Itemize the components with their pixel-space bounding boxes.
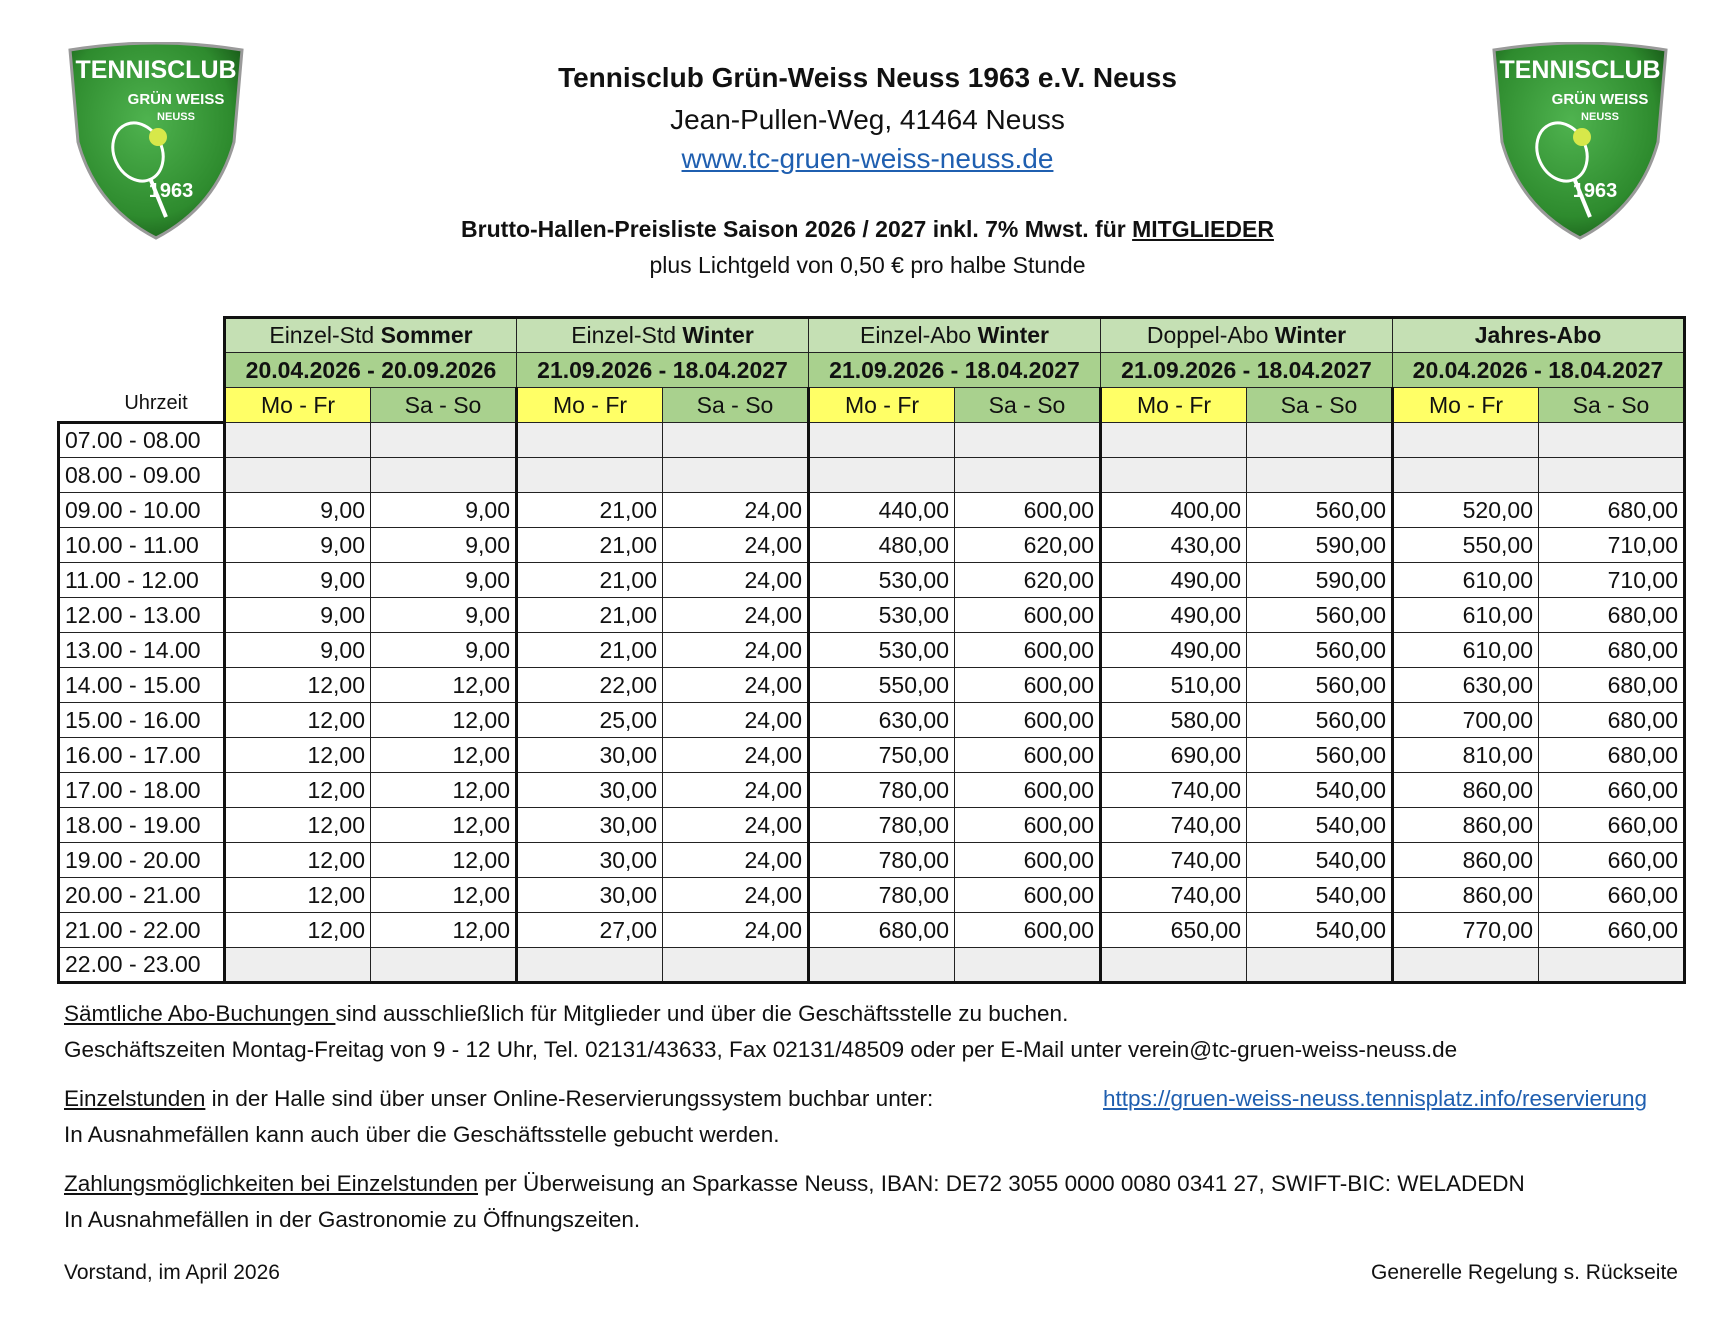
price-cell: 560,00 — [1247, 598, 1393, 633]
table-row — [59, 668, 1685, 703]
weekday-label: Mo - Fr — [517, 388, 663, 423]
group-title-text: Einzel-Abo — [860, 322, 978, 348]
price-cell: 780,00 — [809, 808, 955, 843]
price-cell — [1101, 948, 1247, 983]
price-cell: 480,00 — [809, 528, 955, 563]
price-cell: 12,00 — [371, 913, 517, 948]
price-cell: 530,00 — [809, 563, 955, 598]
time-slot: 20.00 - 21.00 — [59, 878, 225, 913]
group-title-bold: Winter — [1274, 322, 1347, 348]
price-cell: 9,00 — [371, 528, 517, 563]
price-cell: 12,00 — [225, 738, 371, 773]
time-slot: 17.00 - 18.00 — [59, 773, 225, 808]
price-cell: 600,00 — [955, 808, 1101, 843]
price-cell: 600,00 — [955, 703, 1101, 738]
price-cell: 860,00 — [1393, 878, 1539, 913]
time-slot: 11.00 - 12.00 — [59, 563, 225, 598]
price-cell: 12,00 — [225, 808, 371, 843]
price-cell — [1539, 948, 1685, 983]
time-slot: 07.00 - 08.00 — [59, 423, 225, 458]
price-cell: 660,00 — [1539, 843, 1685, 878]
price-cell: 490,00 — [1101, 633, 1247, 668]
time-slot: 14.00 - 15.00 — [59, 668, 225, 703]
price-cell: 560,00 — [1247, 493, 1393, 528]
table-row — [59, 633, 1685, 668]
price-cell: 12,00 — [225, 773, 371, 808]
price-cell: 540,00 — [1247, 808, 1393, 843]
abo-booking-text: sind ausschließlich für Mitglieder und über die Geschäftsstelle zu buchen. — [335, 1001, 1069, 1026]
price-cell: 740,00 — [1101, 773, 1247, 808]
price-cell: 21,00 — [517, 563, 663, 598]
weekend-label: Sa - So — [371, 388, 517, 423]
time-header-cell — [59, 388, 225, 423]
price-cell: 25,00 — [517, 703, 663, 738]
price-cell — [225, 458, 371, 493]
group-title-bold: Winter — [682, 322, 754, 348]
table-row — [59, 773, 1685, 808]
price-cell: 12,00 — [371, 808, 517, 843]
price-cell: 550,00 — [809, 668, 955, 703]
price-cell: 860,00 — [1393, 773, 1539, 808]
price-cell: 620,00 — [955, 563, 1101, 598]
price-cell — [809, 458, 955, 493]
price-cell — [1393, 458, 1539, 493]
price-cell — [663, 948, 809, 983]
price-cell: 12,00 — [225, 668, 371, 703]
table-row — [59, 493, 1685, 528]
price-list-title — [0, 216, 1735, 243]
price-cell: 24,00 — [663, 633, 809, 668]
single-hours-label: Einzelstunden — [64, 1086, 206, 1111]
price-cell: 440,00 — [809, 493, 955, 528]
price-cell: 21,00 — [517, 528, 663, 563]
abo-bookings-label: Sämtliche Abo-Buchungen — [64, 1001, 336, 1026]
time-slot: 21.00 - 22.00 — [59, 913, 225, 948]
price-cell: 24,00 — [663, 493, 809, 528]
price-cell — [371, 458, 517, 493]
price-cell: 30,00 — [517, 738, 663, 773]
price-cell: 690,00 — [1101, 738, 1247, 773]
price-cell: 9,00 — [371, 598, 517, 633]
price-cell: 27,00 — [517, 913, 663, 948]
price-cell: 12,00 — [225, 913, 371, 948]
group-date-range: 20.04.2026 - 18.04.2027 — [1393, 353, 1685, 388]
price-cell: 560,00 — [1247, 703, 1393, 738]
website-link[interactable]: www.tc-gruen-weiss-neuss.de — [681, 143, 1054, 174]
price-cell — [225, 423, 371, 458]
group-date-range: 21.09.2026 - 18.04.2027 — [1101, 353, 1393, 388]
group-title-bold: Jahres-Abo — [1474, 322, 1602, 348]
price-cell: 530,00 — [809, 598, 955, 633]
price-cell: 610,00 — [1393, 633, 1539, 668]
table-row — [59, 738, 1685, 773]
time-slot: 18.00 - 19.00 — [59, 808, 225, 843]
price-cell: 660,00 — [1539, 808, 1685, 843]
table-row — [59, 808, 1685, 843]
price-cell: 540,00 — [1247, 773, 1393, 808]
price-cell: 12,00 — [371, 773, 517, 808]
payment-text: per Überweisung an Sparkasse Neuss, IBAN: DE72 3055 0000 0080 0341 27, SWIFT-BIC: WELADEDN — [478, 1171, 1525, 1196]
svg-text:GRÜN WEISS: GRÜN WEISS — [127, 91, 225, 108]
price-cell: 680,00 — [1539, 668, 1685, 703]
members-label: MITGLIEDER — [1132, 216, 1274, 242]
price-cell: 860,00 — [1393, 808, 1539, 843]
weekday-label: Mo - Fr — [1101, 388, 1247, 423]
price-cell: 30,00 — [517, 773, 663, 808]
price-cell: 24,00 — [663, 913, 809, 948]
price-cell: 590,00 — [1247, 528, 1393, 563]
group-title — [225, 318, 517, 353]
price-cell: 560,00 — [1247, 738, 1393, 773]
price-cell: 12,00 — [225, 703, 371, 738]
time-slot: 13.00 - 14.00 — [59, 633, 225, 668]
svg-text:GRÜN WEISS: GRÜN WEISS — [1551, 91, 1649, 108]
group-title-bold: Sommer — [380, 322, 473, 348]
price-cell: 600,00 — [955, 598, 1101, 633]
price-cell: 400,00 — [1101, 493, 1247, 528]
price-cell: 620,00 — [955, 528, 1101, 563]
price-cell — [1247, 423, 1393, 458]
price-cell — [1539, 423, 1685, 458]
price-cell: 560,00 — [1247, 633, 1393, 668]
price-cell: 12,00 — [225, 878, 371, 913]
price-cell: 710,00 — [1539, 563, 1685, 598]
price-cell: 710,00 — [1539, 528, 1685, 563]
time-slot: 09.00 - 10.00 — [59, 493, 225, 528]
price-cell — [517, 423, 663, 458]
price-cell: 510,00 — [1101, 668, 1247, 703]
price-cell: 24,00 — [663, 598, 809, 633]
price-cell: 9,00 — [371, 563, 517, 598]
price-cell — [955, 423, 1101, 458]
price-cell: 600,00 — [955, 843, 1101, 878]
price-cell: 600,00 — [955, 878, 1101, 913]
price-cell: 860,00 — [1393, 843, 1539, 878]
price-cell: 24,00 — [663, 703, 809, 738]
price-cell: 700,00 — [1393, 703, 1539, 738]
price-cell — [809, 423, 955, 458]
price-cell: 9,00 — [225, 493, 371, 528]
price-cell: 780,00 — [809, 773, 955, 808]
price-cell: 21,00 — [517, 493, 663, 528]
weekday-label: Mo - Fr — [225, 388, 371, 423]
price-cell — [1393, 948, 1539, 983]
price-cell — [955, 948, 1101, 983]
price-cell — [1101, 423, 1247, 458]
price-cell: 24,00 — [663, 563, 809, 598]
svg-text:TENNISCLUB: TENNISCLUB — [75, 56, 237, 84]
price-cell: 610,00 — [1393, 563, 1539, 598]
group-title-text: Einzel-Std — [269, 322, 381, 348]
price-cell: 12,00 — [371, 738, 517, 773]
group-title — [517, 318, 809, 353]
price-cell: 680,00 — [1539, 703, 1685, 738]
price-cell — [517, 948, 663, 983]
price-cell: 430,00 — [1101, 528, 1247, 563]
price-cell — [225, 948, 371, 983]
price-cell: 24,00 — [663, 668, 809, 703]
price-cell: 680,00 — [1539, 633, 1685, 668]
price-cell — [371, 948, 517, 983]
group-title-bold: Winter — [977, 322, 1049, 348]
price-cell: 12,00 — [371, 878, 517, 913]
club-address: Jean-Pullen-Weg, 41464 Neuss — [670, 104, 1065, 135]
price-cell: 12,00 — [371, 843, 517, 878]
table-row — [59, 843, 1685, 878]
price-cell: 540,00 — [1247, 843, 1393, 878]
price-cell — [663, 458, 809, 493]
price-cell: 9,00 — [225, 528, 371, 563]
price-cell — [1247, 458, 1393, 493]
price-cell: 660,00 — [1539, 773, 1685, 808]
board-signature: Vorstand, im April 2026 — [64, 1261, 280, 1284]
price-cell — [955, 458, 1101, 493]
table-row — [59, 598, 1685, 633]
price-cell: 12,00 — [371, 703, 517, 738]
office-exception-text: In Ausnahmefällen kann auch über die Geschäftsstelle gebucht werden. — [64, 1122, 780, 1147]
price-cell: 660,00 — [1539, 878, 1685, 913]
group-title-text: Doppel-Abo — [1146, 322, 1275, 348]
price-cell: 740,00 — [1101, 808, 1247, 843]
group-title-text: Einzel-Std — [571, 322, 683, 348]
price-cell: 490,00 — [1101, 598, 1247, 633]
time-slot: 12.00 - 13.00 — [59, 598, 225, 633]
svg-text:NEUSS: NEUSS — [1581, 111, 1619, 123]
price-cell: 810,00 — [1393, 738, 1539, 773]
price-cell: 600,00 — [955, 668, 1101, 703]
payment-note — [64, 1166, 1525, 1238]
price-cell: 600,00 — [955, 493, 1101, 528]
price-cell — [1539, 458, 1685, 493]
price-cell: 590,00 — [1247, 563, 1393, 598]
abo-booking-note — [64, 996, 1457, 1068]
price-cell: 660,00 — [1539, 913, 1685, 948]
time-slot: 15.00 - 16.00 — [59, 703, 225, 738]
time-slot: 08.00 - 09.00 — [59, 458, 225, 493]
group-date-range: 21.09.2026 - 18.04.2027 — [517, 353, 809, 388]
price-cell — [663, 423, 809, 458]
reservation-link[interactable]: https://gruen-weiss-neuss.tennisplatz.info/reservierung — [1103, 1086, 1648, 1111]
price-cell: 770,00 — [1393, 913, 1539, 948]
weekend-label: Sa - So — [1247, 388, 1393, 423]
gastronomy-exception-text: In Ausnahmefällen in der Gastronomie zu Öffnungszeiten. — [64, 1207, 641, 1232]
price-cell: 24,00 — [663, 878, 809, 913]
reverse-side-note: Generelle Regelung s. Rückseite — [1370, 1261, 1678, 1284]
price-cell: 550,00 — [1393, 528, 1539, 563]
price-cell: 9,00 — [225, 563, 371, 598]
price-cell: 750,00 — [809, 738, 955, 773]
svg-text:NEUSS: NEUSS — [157, 111, 195, 123]
office-hours-text: Geschäftszeiten Montag-Freitag von 9 - 12 Uhr, Tel. 02131/43633, Fax 02131/48509 oder per E-Mail unter verein@tc-gruen-weiss-neuss.de — [64, 1037, 1458, 1062]
price-cell: 780,00 — [809, 843, 955, 878]
price-cell: 24,00 — [663, 738, 809, 773]
price-cell: 21,00 — [517, 633, 663, 668]
price-cell — [517, 458, 663, 493]
price-cell: 540,00 — [1247, 913, 1393, 948]
price-cell: 680,00 — [1539, 598, 1685, 633]
price-cell: 630,00 — [1393, 668, 1539, 703]
time-slot: 10.00 - 11.00 — [59, 528, 225, 563]
group-date-range: 21.09.2026 - 18.04.2027 — [809, 353, 1101, 388]
table-row — [59, 948, 1685, 983]
price-cell: 24,00 — [663, 773, 809, 808]
price-cell: 490,00 — [1101, 563, 1247, 598]
weekend-label: Sa - So — [663, 388, 809, 423]
time-column-header: Uhrzeit — [124, 392, 188, 414]
time-slot: 16.00 - 17.00 — [59, 738, 225, 773]
group-title — [809, 318, 1101, 353]
price-cell — [1101, 458, 1247, 493]
price-cell — [1393, 423, 1539, 458]
price-cell: 780,00 — [809, 878, 955, 913]
group-title — [1393, 318, 1685, 353]
price-cell: 740,00 — [1101, 878, 1247, 913]
price-cell: 680,00 — [1539, 493, 1685, 528]
price-cell: 680,00 — [809, 913, 955, 948]
time-slot: 19.00 - 20.00 — [59, 843, 225, 878]
weekend-label: Sa - So — [955, 388, 1101, 423]
price-cell: 24,00 — [663, 808, 809, 843]
price-cell: 580,00 — [1101, 703, 1247, 738]
price-cell: 24,00 — [663, 528, 809, 563]
weekday-label: Mo - Fr — [809, 388, 955, 423]
price-cell: 21,00 — [517, 598, 663, 633]
time-slot: 22.00 - 23.00 — [59, 948, 225, 983]
price-cell: 650,00 — [1101, 913, 1247, 948]
price-cell: 12,00 — [225, 843, 371, 878]
svg-text:TENNISCLUB: TENNISCLUB — [1499, 56, 1661, 84]
group-date-range: 20.04.2026 - 20.09.2026 — [225, 353, 517, 388]
price-table — [57, 316, 1686, 984]
price-cell — [1247, 948, 1393, 983]
price-cell: 600,00 — [955, 633, 1101, 668]
single-hours-text: in der Halle sind über unser Online-Reservierungssystem buchbar unter: — [205, 1086, 934, 1111]
price-cell: 30,00 — [517, 878, 663, 913]
corner-blank — [59, 353, 225, 388]
price-cell: 22,00 — [517, 668, 663, 703]
price-cell: 610,00 — [1393, 598, 1539, 633]
group-title — [1101, 318, 1393, 353]
price-cell: 530,00 — [809, 633, 955, 668]
table-row — [59, 528, 1685, 563]
price-cell: 30,00 — [517, 808, 663, 843]
price-cell: 9,00 — [225, 633, 371, 668]
price-cell: 12,00 — [371, 668, 517, 703]
price-cell — [809, 948, 955, 983]
payment-options-label: Zahlungsmöglichkeiten bei Einzelstunden — [64, 1171, 479, 1196]
svg-text:1963: 1963 — [1572, 180, 1618, 202]
single-hours-note — [64, 1081, 933, 1153]
price-cell: 680,00 — [1539, 738, 1685, 773]
price-cell: 24,00 — [663, 843, 809, 878]
light-money-note: plus Lichtgeld von 0,50 € pro halbe Stunde — [649, 252, 1086, 278]
table-row — [59, 423, 1685, 458]
price-cell: 540,00 — [1247, 878, 1393, 913]
price-cell: 740,00 — [1101, 843, 1247, 878]
table-row — [59, 703, 1685, 738]
price-cell: 9,00 — [371, 493, 517, 528]
price-cell — [371, 423, 517, 458]
table-row — [59, 913, 1685, 948]
price-cell: 30,00 — [517, 843, 663, 878]
table-row — [59, 458, 1685, 493]
price-cell: 9,00 — [371, 633, 517, 668]
price-cell: 630,00 — [809, 703, 955, 738]
price-cell: 600,00 — [955, 773, 1101, 808]
club-name: Tennisclub Grün-Weiss Neuss 1963 e.V. Neuss — [558, 62, 1177, 93]
weekend-label: Sa - So — [1539, 388, 1685, 423]
table-row — [59, 878, 1685, 913]
corner-blank — [59, 318, 225, 353]
price-cell: 560,00 — [1247, 668, 1393, 703]
price-cell: 600,00 — [955, 738, 1101, 773]
table-row — [59, 563, 1685, 598]
weekday-label: Mo - Fr — [1393, 388, 1539, 423]
svg-text:1963: 1963 — [148, 180, 194, 202]
price-title-text: Brutto-Hallen-Preisliste Saison 2026 / 2027 inkl. 7% Mwst. für — [461, 216, 1133, 242]
price-cell: 600,00 — [955, 913, 1101, 948]
price-cell: 9,00 — [225, 598, 371, 633]
price-cell: 520,00 — [1393, 493, 1539, 528]
